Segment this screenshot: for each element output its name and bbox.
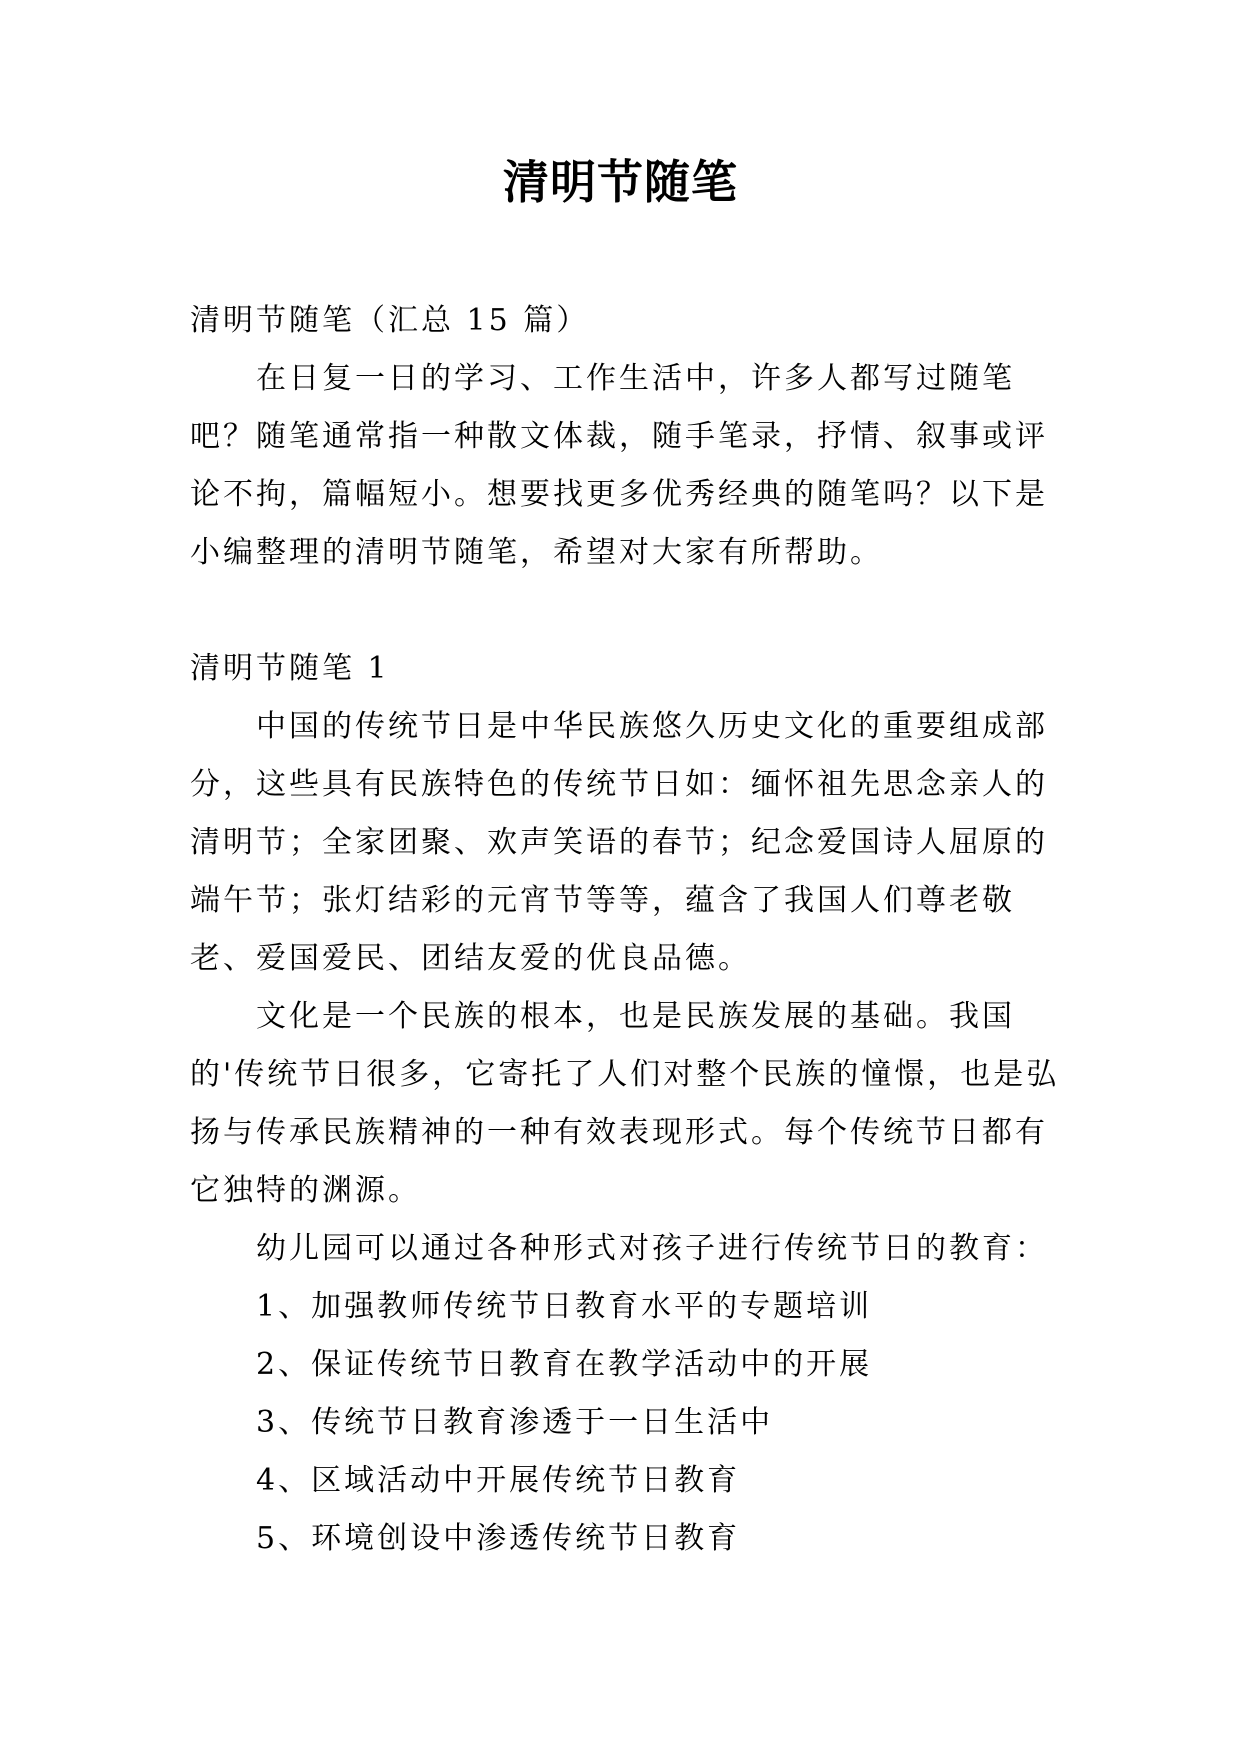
document-subtitle: 清明节随笔（汇总 15 篇） xyxy=(190,303,590,338)
list-item: 3、传统节日教育渗透于一日生活中 xyxy=(256,1405,774,1440)
page-title: 清明节随笔 xyxy=(503,155,738,209)
list-item: 1、加强教师传统节日教育水平的专题培训 xyxy=(256,1289,873,1324)
intro-paragraph: 在日复一日的学习、工作生活中，许多人都写过随笔吧？随笔通常指一种散文体裁，随手笔录，抒情、叙事或评论不拘，篇幅短小。想要找更多优秀经典的随笔吗？以下是小编整理的清明节随笔，希望对大家有所帮助。 xyxy=(190,361,1048,570)
list-item: 4、区域活动中开展传统节日教育 xyxy=(256,1463,741,1498)
section-heading: 清明节随笔 1 xyxy=(190,651,390,686)
document-body xyxy=(190,292,1060,1568)
section-spacer xyxy=(190,582,1060,640)
body-paragraph: 中国的传统节日是中华民族悠久历史文化的重要组成部分，这些具有民族特色的传统节日如：缅怀祖先思念亲人的清明节；全家团聚、欢声笑语的春节；纪念爱国诗人屈原的端午节；张灯结彩的元宵节等等，蕴含了我国人们尊老敬老、爱国爱民、团结友爱的优良品德。 xyxy=(190,709,1048,976)
list-item: 2、保证传统节日教育在教学活动中的开展 xyxy=(256,1347,873,1382)
body-paragraph: 幼儿园可以通过各种形式对孩子进行传统节日的教育： xyxy=(256,1231,1048,1266)
list-item: 5、环境创设中渗透传统节日教育 xyxy=(256,1521,741,1556)
body-paragraph: 文化是一个民族的根本，也是民族发展的基础。我国的'传统节日很多，它寄托了人们对整个民族的憧憬，也是弘扬与传承民族精神的一种有效表现形式。每个传统节日都有它独特的渊源。 xyxy=(190,999,1060,1208)
